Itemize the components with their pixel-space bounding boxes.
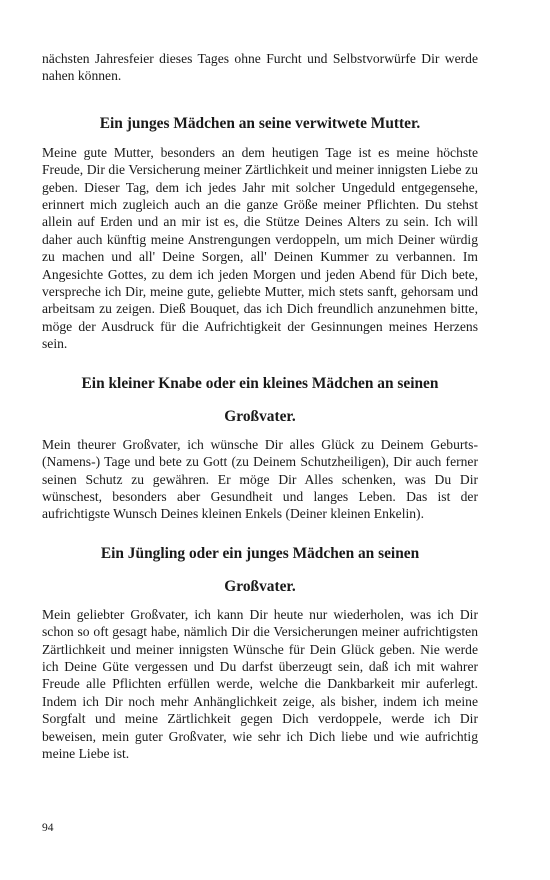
letter3-title-line2: Großvater.: [224, 577, 296, 595]
letter3-body: Mein geliebter Großvater, ich kann Dir heute nur wiederholen, was ich Dir schon so oft gesagt habe, nämlich Dir die Versicherungen meiner aufrichtigsten Zärtlichkeit und meiner innigsten Wünsche für Dein Glück geben. Nie werde ich Deine Güte vergessen und Du darfst überzeugt sein, daß ich mit wahrer Freude alle Pflichten erfüllen werde, welche die Dankbarkeit mir auferlegt. Indem ich Dir noch mehr Anhänglichkeit zeige, als bisher, indem ich meine Sorgfalt und meine Zärtlichkeit gegen Dich verdoppele, werde ich Dir beweisen, mein guter Großvater, wie sehr ich Dich liebe und wie aufrichtig meine Liebe ist.: [42, 606, 478, 761]
letter3-title-line1: Ein Jüngling oder ein junges Mädchen an seinen: [100, 544, 420, 562]
page-number: 94: [42, 822, 54, 834]
letter1-body: Meine gute Mutter, besonders an dem heutigen Tage ist es meine höchste Freude, Dir die Versicherung meiner Zärtlichkeit und meiner innigsten Liebe zu geben. Dieser Tag, dem ich jedes Jahr mit solcher Ungeduld entgegensehe, erinnert mich zugleich auch an die ganze Größe meiner Pflichten. Du stehst allein auf Erden und an mir ist es, die Stütze Deines Alters zu sein. Ich will daher auch künftig meine Anstrengungen verdoppeln, um mich Deiner würdig zu machen und all' Deine Sorgen, all' Deinen Kummer zu verbannen. Im Angesichte Gottes, zu dem ich jeden Morgen und jeden Abend für Dich bete, verspreche ich Dir, meine gute, geliebte Mutter, mich stets sanft, gehorsam und arbeitsam zu zeigen. Dieß Bouquet, das ich Dich freundlich anzunehmen bitte, möge der Ausdruck für die Aufrichtigkeit der Gesinnungen meines Herzens sein.: [42, 144, 478, 352]
letter2-body: Mein theurer Großvater, ich wünsche Dir alles Glück zu Deinem Geburts- (Namens-) Tage und bete zu Gott (zu Deinem Schutzheiligen), Dir auch ferner seinen Schutz zu gewähren. Er möge Dir Alles schenken, was Du Dir wünschest, besonders aber Gesundheit und langes Leben. Das ist der aufrichtigste Wunsch Deines kleinen Enkels (Deiner kleinen Enkelin).: [42, 436, 478, 522]
letter2-title-line1: Ein kleiner Knabe oder ein kleines Mädchen an seinen: [81, 374, 439, 392]
letter1-title: Ein junges Mädchen an seine verwitwete Mutter.: [99, 114, 421, 132]
letter2-title-line2: Großvater.: [224, 407, 296, 425]
page-content: [42, 50, 478, 762]
opening-paragraph: nächsten Jahresfeier dieses Tages ohne Furcht und Selbstvorwürfe Dir werde nahen können.: [42, 51, 478, 84]
